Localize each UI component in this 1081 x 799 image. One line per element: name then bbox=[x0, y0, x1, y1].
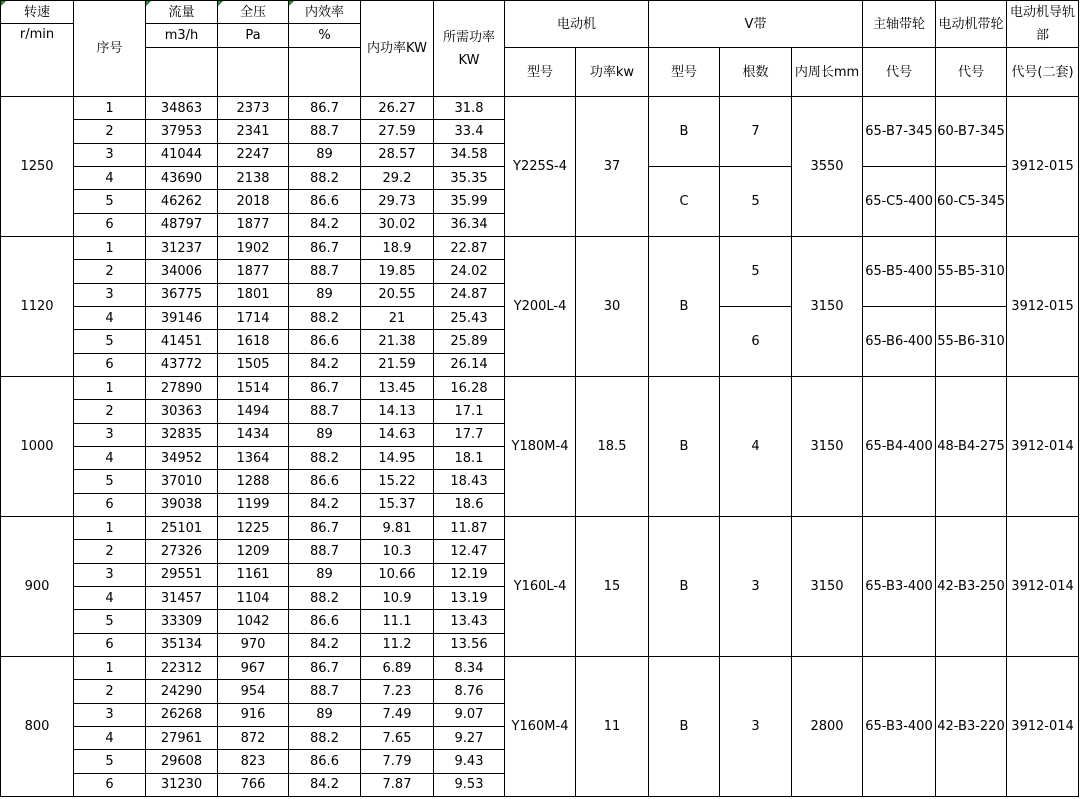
pressure-cell: 1618 bbox=[218, 330, 289, 353]
seq-cell: 6 bbox=[74, 493, 146, 516]
flow-cell: 22312 bbox=[146, 656, 218, 679]
required-power-cell: 18.43 bbox=[434, 470, 505, 493]
efficiency-cell: 89 bbox=[289, 423, 361, 446]
vbelt-length-cell: 3150 bbox=[792, 376, 863, 516]
efficiency-cell: 86.7 bbox=[289, 97, 361, 120]
flow-cell: 31230 bbox=[146, 773, 218, 796]
efficiency-cell: 86.7 bbox=[289, 656, 361, 679]
motor-model-cell: Y160M-4 bbox=[505, 656, 576, 796]
header-vbelt-model: 型号 bbox=[649, 48, 720, 97]
pressure-cell: 2341 bbox=[218, 120, 289, 143]
seq-cell: 5 bbox=[74, 330, 146, 353]
pressure-cell: 1877 bbox=[218, 213, 289, 236]
spindle-pulley-cell: 65-B4-400 bbox=[863, 376, 936, 516]
seq-cell: 2 bbox=[74, 540, 146, 563]
vbelt-count-cell: 4 bbox=[720, 376, 792, 516]
inner-power-cell: 29.73 bbox=[361, 190, 434, 213]
vbelt-count-cell: 5 bbox=[720, 236, 792, 306]
inner-power-cell: 14.13 bbox=[361, 400, 434, 423]
required-power-cell: 31.8 bbox=[434, 97, 505, 120]
inner-power-cell: 21 bbox=[361, 306, 434, 329]
required-power-cell: 13.19 bbox=[434, 586, 505, 609]
header-seq: 序号 bbox=[74, 1, 146, 97]
pressure-cell: 954 bbox=[218, 680, 289, 703]
inner-power-cell: 11.1 bbox=[361, 610, 434, 633]
inner-power-cell: 13.45 bbox=[361, 376, 434, 399]
flow-cell: 29551 bbox=[146, 563, 218, 586]
efficiency-cell: 88.7 bbox=[289, 400, 361, 423]
flow-cell: 25101 bbox=[146, 516, 218, 539]
seq-cell: 1 bbox=[74, 376, 146, 399]
flow-cell: 31237 bbox=[146, 236, 218, 259]
inner-power-cell: 15.37 bbox=[361, 493, 434, 516]
efficiency-cell: 88.7 bbox=[289, 540, 361, 563]
flow-cell: 39038 bbox=[146, 493, 218, 516]
inner-power-cell: 9.81 bbox=[361, 516, 434, 539]
required-power-cell: 25.89 bbox=[434, 330, 505, 353]
seq-cell: 5 bbox=[74, 190, 146, 213]
motor-pulley-cell: 55-B6-310 bbox=[936, 306, 1007, 376]
header-motor-power: 功率kw bbox=[576, 48, 649, 97]
table-row bbox=[1, 236, 1079, 259]
header-speed: 转速 bbox=[1, 1, 74, 24]
motor-model-cell: Y180M-4 bbox=[505, 376, 576, 516]
inner-power-cell: 15.22 bbox=[361, 470, 434, 493]
required-power-cell: 18.6 bbox=[434, 493, 505, 516]
seq-cell: 4 bbox=[74, 306, 146, 329]
seq-cell: 2 bbox=[74, 120, 146, 143]
required-power-cell: 9.53 bbox=[434, 773, 505, 796]
seq-cell: 1 bbox=[74, 656, 146, 679]
pressure-cell: 1364 bbox=[218, 446, 289, 469]
table-row bbox=[1, 97, 1079, 120]
vbelt-count-cell: 7 bbox=[720, 97, 792, 167]
efficiency-cell: 89 bbox=[289, 143, 361, 166]
flow-cell: 27890 bbox=[146, 376, 218, 399]
header-motor-model: 型号 bbox=[505, 48, 576, 97]
required-power-cell: 12.47 bbox=[434, 540, 505, 563]
header-vbelt-length: 内周长mm bbox=[792, 48, 863, 97]
inner-power-cell: 7.79 bbox=[361, 750, 434, 773]
speed-cell: 1120 bbox=[1, 236, 74, 376]
required-power-cell: 36.34 bbox=[434, 213, 505, 236]
seq-cell: 5 bbox=[74, 750, 146, 773]
flow-cell: 39146 bbox=[146, 306, 218, 329]
inner-power-cell: 7.23 bbox=[361, 680, 434, 703]
required-power-cell: 8.76 bbox=[434, 680, 505, 703]
seq-cell: 4 bbox=[74, 166, 146, 189]
inner-power-cell: 21.38 bbox=[361, 330, 434, 353]
motor-rail-cell: 3912-015 bbox=[1007, 236, 1079, 376]
inner-power-cell: 19.85 bbox=[361, 260, 434, 283]
flow-cell: 32835 bbox=[146, 423, 218, 446]
vbelt-model-cell: B bbox=[649, 97, 720, 167]
header-motor-pulley: 电动机带轮 bbox=[936, 1, 1007, 48]
inner-power-cell: 10.66 bbox=[361, 563, 434, 586]
vbelt-length-cell: 3550 bbox=[792, 97, 863, 237]
inner-power-cell: 30.02 bbox=[361, 213, 434, 236]
pressure-cell: 967 bbox=[218, 656, 289, 679]
header-speed-unit: r/min bbox=[1, 24, 74, 97]
motor-rail-cell: 3912-014 bbox=[1007, 656, 1079, 796]
efficiency-cell: 86.6 bbox=[289, 470, 361, 493]
efficiency-cell: 89 bbox=[289, 563, 361, 586]
pressure-cell: 1494 bbox=[218, 400, 289, 423]
efficiency-cell: 89 bbox=[289, 283, 361, 306]
pressure-cell: 970 bbox=[218, 633, 289, 656]
seq-cell: 6 bbox=[74, 353, 146, 376]
efficiency-cell: 88.2 bbox=[289, 586, 361, 609]
pressure-cell: 766 bbox=[218, 773, 289, 796]
efficiency-cell: 86.6 bbox=[289, 330, 361, 353]
motor-pulley-cell: 42-B3-220 bbox=[936, 656, 1007, 796]
header-motor-pulley-code: 代号 bbox=[936, 48, 1007, 97]
pressure-cell: 1104 bbox=[218, 586, 289, 609]
header-vbelt: V带 bbox=[649, 1, 863, 48]
required-power-cell: 8.34 bbox=[434, 656, 505, 679]
flow-cell: 41451 bbox=[146, 330, 218, 353]
inner-power-cell: 28.57 bbox=[361, 143, 434, 166]
inner-power-cell: 7.65 bbox=[361, 726, 434, 749]
required-power-cell: 13.56 bbox=[434, 633, 505, 656]
flow-cell: 33309 bbox=[146, 610, 218, 633]
flow-cell: 34863 bbox=[146, 97, 218, 120]
motor-pulley-cell: 60-B7-345 bbox=[936, 97, 1007, 167]
seq-cell: 1 bbox=[74, 516, 146, 539]
motor-pulley-cell: 48-B4-275 bbox=[936, 376, 1007, 516]
motor-power-cell: 15 bbox=[576, 516, 649, 656]
header-efficiency-unit: % bbox=[289, 24, 361, 48]
header-flow-unit: m3/h bbox=[146, 24, 218, 48]
header-spindle-pulley: 主轴带轮 bbox=[863, 1, 936, 48]
seq-cell: 2 bbox=[74, 680, 146, 703]
vbelt-length-cell: 3150 bbox=[792, 516, 863, 656]
motor-model-cell: Y225S-4 bbox=[505, 97, 576, 237]
efficiency-cell: 88.2 bbox=[289, 166, 361, 189]
pressure-cell: 1514 bbox=[218, 376, 289, 399]
vbelt-length-cell: 2800 bbox=[792, 656, 863, 796]
flow-cell: 27961 bbox=[146, 726, 218, 749]
pressure-cell: 1877 bbox=[218, 260, 289, 283]
seq-cell: 3 bbox=[74, 703, 146, 726]
motor-pulley-cell: 60-C5-345 bbox=[936, 166, 1007, 236]
required-power-cell: 9.07 bbox=[434, 703, 505, 726]
required-power-cell: 26.14 bbox=[434, 353, 505, 376]
flow-cell: 43772 bbox=[146, 353, 218, 376]
vbelt-count-cell: 6 bbox=[720, 306, 792, 376]
flow-cell: 35134 bbox=[146, 633, 218, 656]
seq-cell: 2 bbox=[74, 400, 146, 423]
header-motor-rail: 电动机导轨部 bbox=[1007, 1, 1079, 48]
required-power-cell: 17.1 bbox=[434, 400, 505, 423]
seq-cell: 1 bbox=[74, 97, 146, 120]
required-power-cell: 22.87 bbox=[434, 236, 505, 259]
required-power-cell: 24.02 bbox=[434, 260, 505, 283]
spindle-pulley-cell: 65-B3-400 bbox=[863, 516, 936, 656]
motor-rail-cell: 3912-015 bbox=[1007, 97, 1079, 237]
flow-cell: 43690 bbox=[146, 166, 218, 189]
vbelt-model-cell: C bbox=[649, 166, 720, 236]
inner-power-cell: 21.59 bbox=[361, 353, 434, 376]
motor-power-cell: 11 bbox=[576, 656, 649, 796]
table-row bbox=[1, 516, 1079, 539]
efficiency-cell: 86.7 bbox=[289, 516, 361, 539]
inner-power-cell: 11.2 bbox=[361, 633, 434, 656]
inner-power-cell: 14.63 bbox=[361, 423, 434, 446]
efficiency-cell: 88.7 bbox=[289, 120, 361, 143]
spindle-pulley-cell: 65-B3-400 bbox=[863, 656, 936, 796]
pressure-cell: 1902 bbox=[218, 236, 289, 259]
inner-power-cell: 7.49 bbox=[361, 703, 434, 726]
seq-cell: 4 bbox=[74, 586, 146, 609]
header-motor-rail-code: 代号(二套) bbox=[1007, 48, 1079, 97]
required-power-cell: 35.99 bbox=[434, 190, 505, 213]
vbelt-length-cell: 3150 bbox=[792, 236, 863, 376]
efficiency-cell: 89 bbox=[289, 703, 361, 726]
pressure-cell: 823 bbox=[218, 750, 289, 773]
motor-rail-cell: 3912-014 bbox=[1007, 516, 1079, 656]
seq-cell: 3 bbox=[74, 283, 146, 306]
seq-cell: 3 bbox=[74, 563, 146, 586]
inner-power-cell: 10.3 bbox=[361, 540, 434, 563]
seq-cell: 6 bbox=[74, 773, 146, 796]
flow-cell: 30363 bbox=[146, 400, 218, 423]
required-power-cell: 17.7 bbox=[434, 423, 505, 446]
header-blank bbox=[146, 48, 218, 97]
efficiency-cell: 88.2 bbox=[289, 726, 361, 749]
pressure-cell: 2247 bbox=[218, 143, 289, 166]
motor-power-cell: 30 bbox=[576, 236, 649, 376]
speed-cell: 1250 bbox=[1, 97, 74, 237]
header-efficiency: 内效率 bbox=[289, 1, 361, 24]
pressure-cell: 1199 bbox=[218, 493, 289, 516]
pressure-cell: 1225 bbox=[218, 516, 289, 539]
flow-cell: 27326 bbox=[146, 540, 218, 563]
efficiency-cell: 88.7 bbox=[289, 260, 361, 283]
required-power-cell: 24.87 bbox=[434, 283, 505, 306]
speed-cell: 800 bbox=[1, 656, 74, 796]
vbelt-model-cell: B bbox=[649, 516, 720, 656]
pressure-cell: 916 bbox=[218, 703, 289, 726]
required-power-cell: 33.4 bbox=[434, 120, 505, 143]
flow-cell: 48797 bbox=[146, 213, 218, 236]
efficiency-cell: 86.6 bbox=[289, 190, 361, 213]
flow-cell: 46262 bbox=[146, 190, 218, 213]
seq-cell: 3 bbox=[74, 423, 146, 446]
header-required-power: 所需功率KW bbox=[434, 1, 505, 97]
pressure-cell: 1505 bbox=[218, 353, 289, 376]
pressure-cell: 2018 bbox=[218, 190, 289, 213]
efficiency-cell: 84.2 bbox=[289, 493, 361, 516]
pressure-cell: 1288 bbox=[218, 470, 289, 493]
inner-power-cell: 26.27 bbox=[361, 97, 434, 120]
vbelt-count-cell: 3 bbox=[720, 656, 792, 796]
header-pressure: 全压 bbox=[218, 1, 289, 24]
motor-power-cell: 18.5 bbox=[576, 376, 649, 516]
inner-power-cell: 10.9 bbox=[361, 586, 434, 609]
pressure-cell: 1209 bbox=[218, 540, 289, 563]
seq-cell: 6 bbox=[74, 633, 146, 656]
efficiency-cell: 88.7 bbox=[289, 680, 361, 703]
seq-cell: 6 bbox=[74, 213, 146, 236]
inner-power-cell: 6.89 bbox=[361, 656, 434, 679]
efficiency-cell: 84.2 bbox=[289, 633, 361, 656]
flow-cell: 37953 bbox=[146, 120, 218, 143]
header-inner-power: 内功率KW bbox=[361, 1, 434, 97]
vbelt-model-cell: B bbox=[649, 376, 720, 516]
pressure-cell: 2373 bbox=[218, 97, 289, 120]
header-blank bbox=[289, 48, 361, 97]
seq-cell: 1 bbox=[74, 236, 146, 259]
pressure-cell: 2138 bbox=[218, 166, 289, 189]
required-power-cell: 35.35 bbox=[434, 166, 505, 189]
speed-cell: 1000 bbox=[1, 376, 74, 516]
efficiency-cell: 86.6 bbox=[289, 750, 361, 773]
inner-power-cell: 27.59 bbox=[361, 120, 434, 143]
flow-cell: 24290 bbox=[146, 680, 218, 703]
flow-cell: 36775 bbox=[146, 283, 218, 306]
motor-pulley-cell: 42-B3-250 bbox=[936, 516, 1007, 656]
efficiency-cell: 86.6 bbox=[289, 610, 361, 633]
motor-pulley-cell: 55-B5-310 bbox=[936, 236, 1007, 306]
seq-cell: 3 bbox=[74, 143, 146, 166]
flow-cell: 34006 bbox=[146, 260, 218, 283]
required-power-cell: 25.43 bbox=[434, 306, 505, 329]
required-power-cell: 11.87 bbox=[434, 516, 505, 539]
required-power-cell: 18.1 bbox=[434, 446, 505, 469]
seq-cell: 5 bbox=[74, 470, 146, 493]
motor-model-cell: Y160L-4 bbox=[505, 516, 576, 656]
spindle-pulley-cell: 65-B6-400 bbox=[863, 306, 936, 376]
spindle-pulley-cell: 65-C5-400 bbox=[863, 166, 936, 236]
seq-cell: 5 bbox=[74, 610, 146, 633]
required-power-cell: 12.19 bbox=[434, 563, 505, 586]
header-vbelt-count: 根数 bbox=[720, 48, 792, 97]
inner-power-cell: 14.95 bbox=[361, 446, 434, 469]
required-power-cell: 16.28 bbox=[434, 376, 505, 399]
flow-cell: 34952 bbox=[146, 446, 218, 469]
header-flow: 流量 bbox=[146, 1, 218, 24]
pressure-cell: 1434 bbox=[218, 423, 289, 446]
pressure-cell: 1161 bbox=[218, 563, 289, 586]
inner-power-cell: 20.55 bbox=[361, 283, 434, 306]
header-motor: 电动机 bbox=[505, 1, 649, 48]
required-power-cell: 34.58 bbox=[434, 143, 505, 166]
flow-cell: 31457 bbox=[146, 586, 218, 609]
inner-power-cell: 7.87 bbox=[361, 773, 434, 796]
header-pressure-unit: Pa bbox=[218, 24, 289, 48]
header-blank bbox=[218, 48, 289, 97]
seq-cell: 4 bbox=[74, 446, 146, 469]
efficiency-cell: 86.7 bbox=[289, 376, 361, 399]
flow-cell: 29608 bbox=[146, 750, 218, 773]
vbelt-count-cell: 5 bbox=[720, 166, 792, 236]
required-power-cell: 9.27 bbox=[434, 726, 505, 749]
spindle-pulley-cell: 65-B7-345 bbox=[863, 97, 936, 167]
vbelt-model-cell: B bbox=[649, 656, 720, 796]
seq-cell: 2 bbox=[74, 260, 146, 283]
efficiency-cell: 88.2 bbox=[289, 306, 361, 329]
table-row bbox=[1, 656, 1079, 679]
flow-cell: 37010 bbox=[146, 470, 218, 493]
required-power-cell: 9.43 bbox=[434, 750, 505, 773]
efficiency-cell: 86.7 bbox=[289, 236, 361, 259]
motor-rail-cell: 3912-014 bbox=[1007, 376, 1079, 516]
efficiency-cell: 84.2 bbox=[289, 353, 361, 376]
vbelt-model-cell: B bbox=[649, 236, 720, 376]
speed-cell: 900 bbox=[1, 516, 74, 656]
header-spindle-pulley-code: 代号 bbox=[863, 48, 936, 97]
required-power-cell: 13.43 bbox=[434, 610, 505, 633]
efficiency-cell: 84.2 bbox=[289, 213, 361, 236]
pressure-cell: 1714 bbox=[218, 306, 289, 329]
vbelt-count-cell: 3 bbox=[720, 516, 792, 656]
flow-cell: 26268 bbox=[146, 703, 218, 726]
flow-cell: 41044 bbox=[146, 143, 218, 166]
efficiency-cell: 84.2 bbox=[289, 773, 361, 796]
motor-model-cell: Y200L-4 bbox=[505, 236, 576, 376]
spindle-pulley-cell: 65-B5-400 bbox=[863, 236, 936, 306]
table-row bbox=[1, 376, 1079, 399]
efficiency-cell: 88.2 bbox=[289, 446, 361, 469]
inner-power-cell: 29.2 bbox=[361, 166, 434, 189]
motor-power-cell: 37 bbox=[576, 97, 649, 237]
pressure-cell: 1042 bbox=[218, 610, 289, 633]
seq-cell: 4 bbox=[74, 726, 146, 749]
pressure-cell: 872 bbox=[218, 726, 289, 749]
pressure-cell: 1801 bbox=[218, 283, 289, 306]
inner-power-cell: 18.9 bbox=[361, 236, 434, 259]
